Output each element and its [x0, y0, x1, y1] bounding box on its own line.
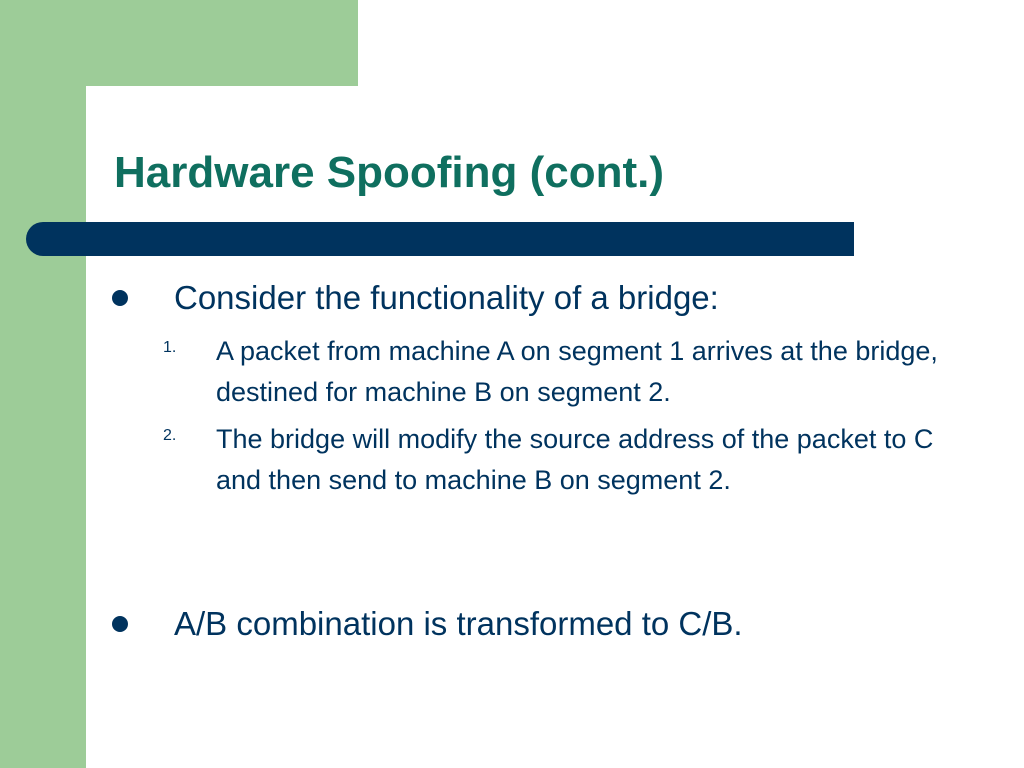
bullet-dot-icon	[112, 616, 128, 632]
slide-title: Hardware Spoofing (cont.)	[114, 148, 664, 197]
item-text: A packet from machine A on segment 1 arrives at the bridge, destined for machine B on segment 2.	[216, 336, 938, 407]
item-text: The bridge will modify the source address of the packet to C and then send to machine B on segment 2.	[216, 424, 934, 495]
bullet-item	[112, 604, 743, 642]
bullet-dot-icon	[112, 290, 128, 306]
item-number: 2.	[163, 427, 177, 444]
bullet-text: Consider the functionality of a bridge:	[174, 279, 719, 316]
item-number: 1.	[163, 339, 177, 356]
bullet-text: A/B combination is transformed to C/B.	[174, 605, 743, 642]
bullet-item	[112, 278, 719, 316]
